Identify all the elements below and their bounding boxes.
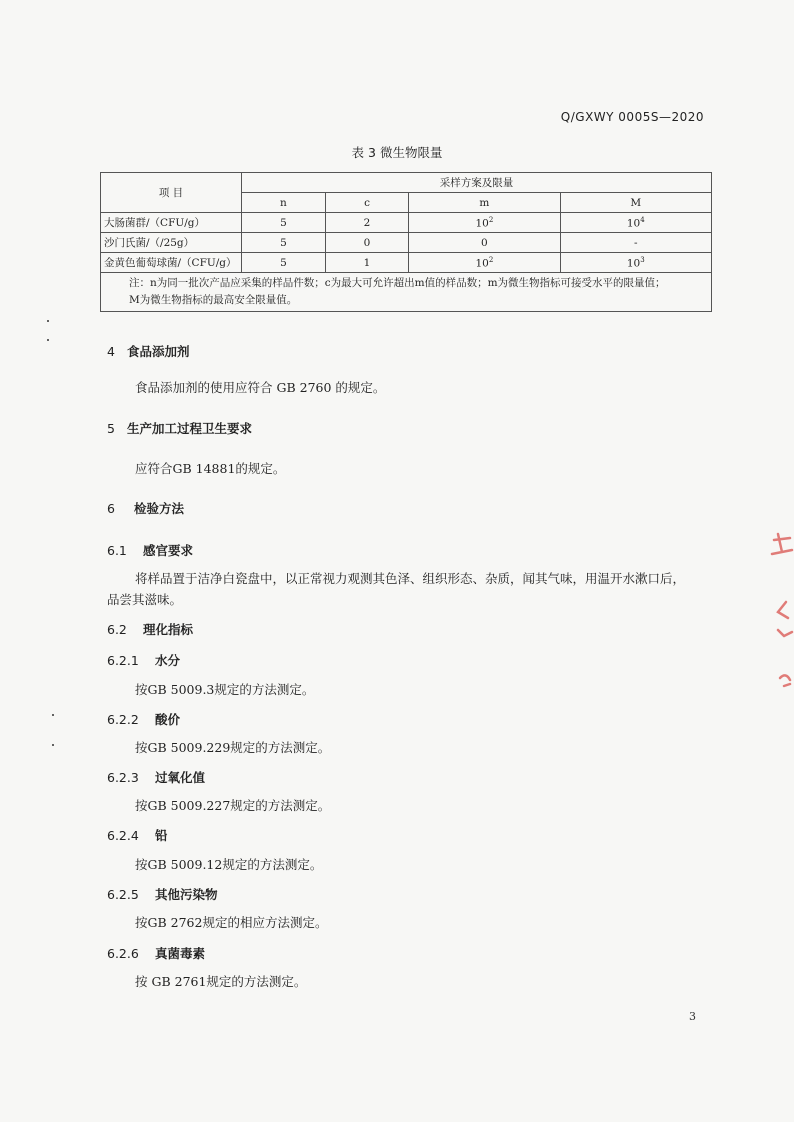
cell-c: 0 bbox=[325, 233, 408, 253]
subsection-heading bbox=[107, 620, 193, 638]
column-header-sampling-plan: 采样方案及限量 bbox=[242, 173, 712, 193]
subsection-title: 酸价 bbox=[155, 712, 181, 727]
page-number: 3 bbox=[689, 1010, 696, 1023]
cell-m bbox=[409, 213, 560, 233]
section-text: 品尝其滋味。 bbox=[107, 592, 183, 607]
subsection-title: 过氧化值 bbox=[155, 770, 206, 785]
subsection-title: 铅 bbox=[155, 828, 168, 843]
table-row bbox=[101, 233, 712, 253]
cell-n: 5 bbox=[242, 213, 326, 233]
section-text: 按GB 5009.3规定的方法测定。 bbox=[135, 682, 315, 697]
subsection-number: 6.1 bbox=[107, 543, 127, 558]
subsection-title: 水分 bbox=[155, 653, 181, 668]
section-heading bbox=[107, 419, 252, 437]
cell-n: 5 bbox=[242, 253, 326, 273]
subheader-c: c bbox=[325, 193, 408, 213]
subsection-number: 6.2.5 bbox=[107, 887, 139, 902]
subsection-number: 6.2.4 bbox=[107, 828, 139, 843]
subsection-title: 其他污染物 bbox=[155, 887, 218, 902]
subsection-number: 6.2 bbox=[107, 622, 127, 637]
M-base: 10 bbox=[626, 257, 641, 270]
table-row bbox=[101, 253, 712, 273]
subsection-heading bbox=[107, 944, 205, 962]
subsection-number: 6.2.1 bbox=[107, 653, 139, 668]
cell-c: 2 bbox=[325, 213, 408, 233]
section-text: 按GB 5009.227规定的方法测定。 bbox=[135, 798, 331, 813]
section-number: 6 bbox=[107, 501, 115, 516]
row-item: 大肠菌群/（CFU/g） bbox=[101, 213, 242, 233]
subsection-title: 真菌毒素 bbox=[155, 946, 206, 961]
microbial-limits-table bbox=[100, 172, 712, 312]
m-base: 10 bbox=[475, 217, 489, 230]
scan-speck bbox=[47, 320, 49, 322]
subsection-title: 理化指标 bbox=[143, 622, 194, 637]
subsection-heading bbox=[107, 651, 180, 669]
table-header-row bbox=[101, 173, 712, 193]
row-item: 金黄色葡萄球菌/（CFU/g） bbox=[101, 253, 242, 273]
document-code: Q/GXWY 0005S—2020 bbox=[560, 110, 704, 124]
row-item: 沙门氏菌/（/25g） bbox=[101, 233, 242, 253]
cell-M: - bbox=[560, 233, 711, 253]
subsection-heading bbox=[107, 768, 205, 786]
section-text: 按GB 2762规定的相应方法测定。 bbox=[135, 915, 328, 930]
cell-m bbox=[409, 253, 560, 273]
section-text: 将样品置于洁净白瓷盘中，以正常视力观测其色泽、组织形态、杂质，闻其气味，用温开水漱口后， bbox=[135, 571, 686, 586]
subheader-m: m bbox=[409, 193, 560, 213]
section-number: 5 bbox=[107, 421, 115, 436]
column-header-item: 项 目 bbox=[101, 173, 242, 213]
cell-M bbox=[560, 213, 711, 233]
subsection-number: 6.2.2 bbox=[107, 712, 139, 727]
M-exponent: 4 bbox=[640, 215, 645, 224]
table-caption: 表 3 微生物限量 bbox=[351, 145, 443, 160]
subsection-number: 6.2.6 bbox=[107, 946, 139, 961]
section-text: 按GB 5009.12规定的方法测定。 bbox=[135, 857, 323, 872]
section-heading bbox=[107, 499, 184, 517]
section-title: 生产加工过程卫生要求 bbox=[127, 421, 253, 436]
cell-M bbox=[560, 253, 711, 273]
subsection-heading bbox=[107, 710, 180, 728]
scan-speck bbox=[52, 744, 54, 746]
table-note-line: M为微生物指标的最高安全限量值。 bbox=[129, 294, 298, 306]
red-seal-stamp-fragment bbox=[764, 530, 794, 700]
subsection-title: 感官要求 bbox=[143, 543, 194, 558]
scan-speck bbox=[52, 714, 54, 716]
section-title: 食品添加剂 bbox=[127, 344, 190, 359]
section-text: 按 GB 2761规定的方法测定。 bbox=[135, 974, 307, 989]
M-exponent: 3 bbox=[640, 255, 645, 264]
M-base: 10 bbox=[626, 217, 641, 230]
table-note-line: 注：n为同一批次产品应采集的样品件数；c为最大可允许超出m值的样品数；m为微生物指标可接受水平的限量值； bbox=[129, 277, 666, 289]
m-exponent: 2 bbox=[488, 255, 494, 264]
m-base: 10 bbox=[475, 257, 489, 270]
cell-n: 5 bbox=[242, 233, 326, 253]
table-note bbox=[101, 273, 712, 312]
cell-c: 1 bbox=[325, 253, 408, 273]
section-text: 按GB 5009.229规定的方法测定。 bbox=[135, 740, 331, 755]
section-heading bbox=[107, 342, 190, 360]
subsection-number: 6.2.3 bbox=[107, 770, 139, 785]
subsection-heading bbox=[107, 885, 218, 903]
section-title: 检验方法 bbox=[134, 501, 185, 516]
subheader-M: M bbox=[560, 193, 711, 213]
subsection-heading bbox=[107, 541, 193, 559]
table-row bbox=[101, 213, 712, 233]
subheader-n: n bbox=[242, 193, 326, 213]
scan-speck bbox=[47, 339, 49, 341]
cell-m: 0 bbox=[409, 233, 560, 253]
table-note-row bbox=[101, 273, 712, 312]
m-exponent: 2 bbox=[488, 215, 494, 224]
section-number: 4 bbox=[107, 344, 115, 359]
section-text: 食品添加剂的使用应符合 GB 2760 的规定。 bbox=[135, 380, 386, 395]
subsection-heading bbox=[107, 826, 168, 844]
section-text: 应符合GB 14881的规定。 bbox=[135, 461, 286, 476]
